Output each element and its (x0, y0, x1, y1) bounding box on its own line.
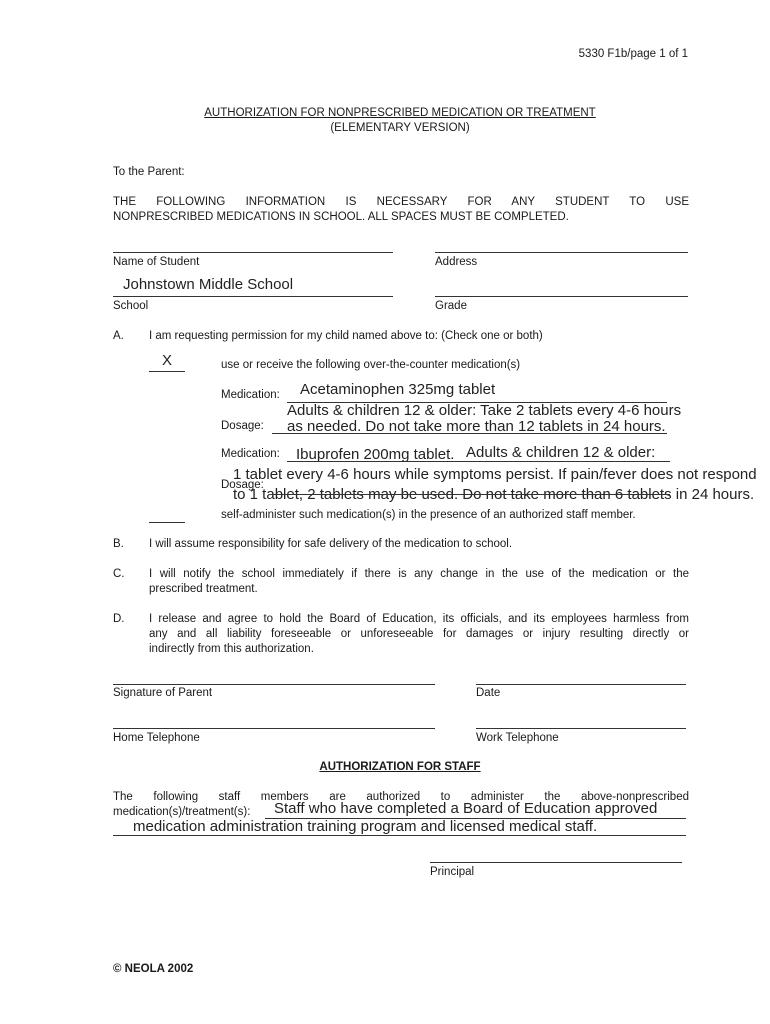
form-title: AUTHORIZATION FOR NONPRESCRIBED MEDICATION OR TREATMENT (204, 107, 596, 119)
copyright: © NEOLA 2002 (113, 963, 194, 975)
dosage-1-value-line-2[interactable]: as needed. Do not take more than 12 tablets in 24 hours. (287, 418, 666, 435)
page-reference: 5330 F1b/page 1 of 1 (578, 48, 688, 60)
date-label: Date (476, 687, 501, 699)
work-telephone-label: Work Telephone (476, 732, 559, 744)
notice-line-1: THE FOLLOWING INFORMATION IS NECESSARY FOR ANY STUDENT TO USE (113, 196, 689, 208)
home-telephone-label: Home Telephone (113, 732, 200, 744)
staff-line-2-blank[interactable] (113, 835, 686, 836)
section-c-line-2: prescribed treatment. (149, 583, 258, 595)
address-line[interactable] (435, 252, 688, 253)
work-telephone-line[interactable] (476, 728, 686, 729)
section-a-text: I am requesting permission for my child named above to: (Check one or both) (149, 330, 543, 342)
form-subtitle: (ELEMENTARY VERSION) (330, 122, 470, 134)
medication-1-value[interactable]: Acetaminophen 325mg tablet (300, 381, 496, 398)
option-otc-line[interactable] (149, 371, 185, 372)
staff-heading: AUTHORIZATION FOR STAFF (319, 761, 481, 773)
section-d-letter: D. (113, 613, 125, 625)
medication-1-label: Medication: (221, 389, 280, 401)
home-telephone-line[interactable] (113, 728, 435, 729)
student-name-line[interactable] (113, 252, 393, 253)
date-line[interactable] (476, 684, 686, 685)
staff-value-line-1[interactable]: Staff who have completed a Board of Education approved (274, 800, 658, 817)
salutation: To the Parent: (113, 166, 185, 178)
section-a-letter: A. (113, 330, 124, 342)
dosage-1-line[interactable] (272, 433, 667, 434)
notice-line-2: NONPRESCRIBED MEDICATIONS IN SCHOOL. ALL SPACES MUST BE COMPLETED. (113, 211, 569, 223)
dosage-1-label: Dosage: (221, 420, 264, 432)
principal-label: Principal (430, 866, 475, 878)
option-otc-text: use or receive the following over-the-counter medication(s) (221, 359, 521, 371)
parent-signature-line[interactable] (113, 684, 435, 685)
parent-signature-label: Signature of Parent (113, 687, 213, 699)
dosage-2-value-line-1[interactable]: 1 tablet every 4-6 hours while symptoms persist. If pain/fever does not respond (233, 466, 757, 483)
dosage-2-value-line-2[interactable]: to 1 tablet, 2 tablets may be used. Do not take more than 6 tablets in 24 hours. (233, 486, 755, 503)
staff-value-line-2[interactable]: medication administration training program and licensed medical staff. (133, 818, 598, 835)
dosage-1-value-line-1[interactable]: Adults & children 12 & older: Take 2 tablets every 4-6 hours (287, 402, 682, 419)
section-d-line-3: indirectly from this authorization. (149, 643, 314, 655)
option-self-administer-text: self-administer such medication(s) in the presence of an authorized staff member. (221, 509, 636, 521)
school-value[interactable]: Johnstown Middle School (123, 276, 294, 293)
section-d-line-1: I release and agree to hold the Board of Education, its officials, and its employees harmless from (149, 613, 689, 625)
staff-line-2-label: medication(s)/treatment(s): (113, 806, 251, 818)
dosage-2-line[interactable] (272, 494, 670, 495)
school-label: School (113, 300, 149, 312)
student-name-label: Name of Student (113, 256, 200, 268)
medication-2-value-extra[interactable]: Adults & children 12 & older: (466, 444, 656, 461)
grade-line[interactable] (435, 296, 688, 297)
medication-2-label: Medication: (221, 448, 280, 460)
medication-2-line[interactable] (287, 461, 670, 462)
dosage-2-label: Dosage: (221, 479, 264, 491)
staff-line-1: The following staff members are authorized to administer the above-nonprescribed (113, 791, 689, 803)
section-d-line-2: any and all liability foreseeable or unforeseeable for damages or injury resulting directly or (149, 628, 689, 640)
grade-label: Grade (435, 300, 467, 312)
option-self-administer-line[interactable] (149, 522, 185, 523)
section-c-letter: C. (113, 568, 125, 580)
medication-2-value[interactable]: Ibuprofen 200mg tablet. (296, 446, 455, 463)
section-c-line-1: I will notify the school immediately if there is any change in the use of the medication or the (149, 568, 689, 580)
principal-signature-line[interactable] (430, 862, 682, 863)
option-otc-checkmark[interactable]: X (161, 352, 172, 369)
section-b-letter: B. (113, 538, 124, 550)
address-label: Address (435, 256, 478, 268)
section-b-text: I will assume responsibility for safe delivery of the medication to school. (149, 538, 513, 550)
school-line[interactable] (113, 296, 393, 297)
